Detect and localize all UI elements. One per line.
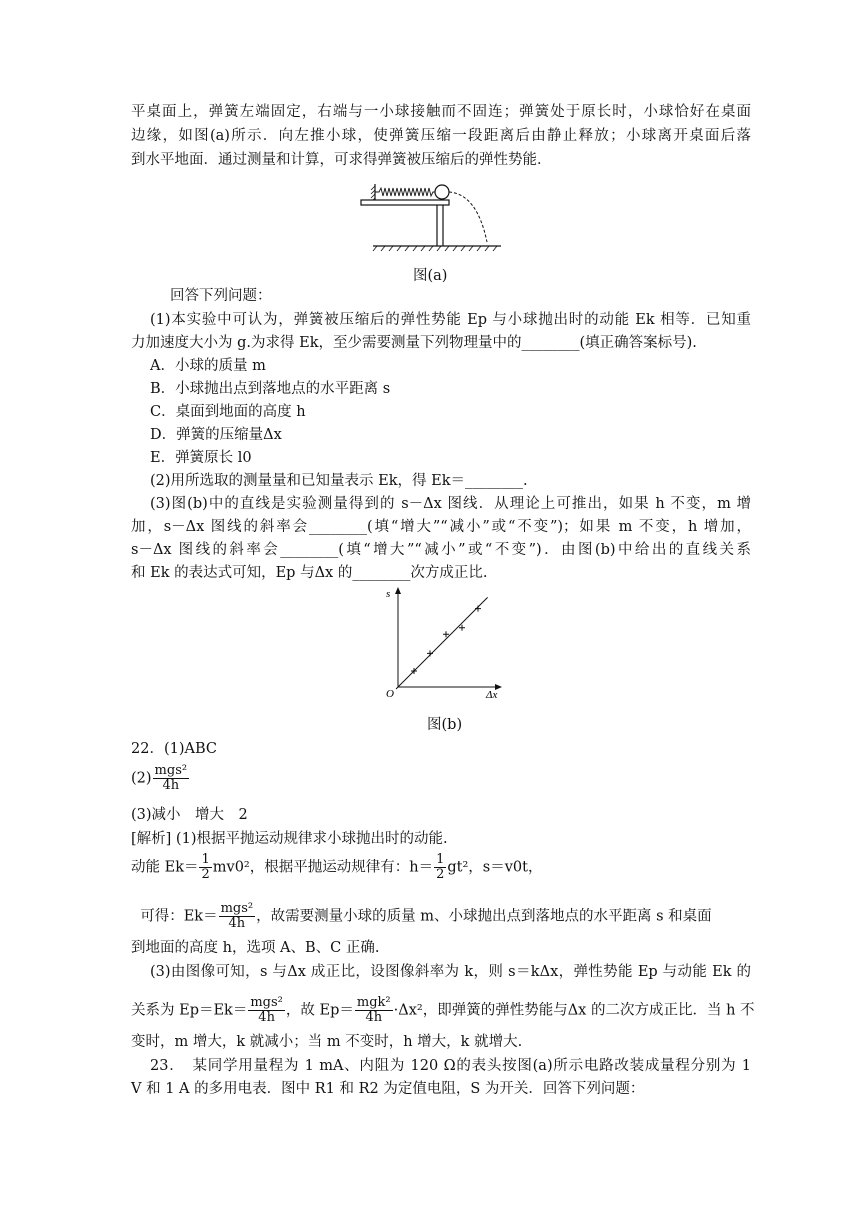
fraction-denominator: 4h bbox=[228, 916, 246, 931]
q23-line-1: 23． 某同学用量程为 1 mA、内阻为 120 Ω的表头按图(a)所示电路改装成量程分别为 1 bbox=[150, 1058, 751, 1074]
analysis-text: ，故 Ep＝ bbox=[285, 1002, 354, 1019]
fit-line bbox=[396, 597, 488, 689]
q1-line-2: 力加速度大小为 g.为求得 Ek，至少需要测量下列物理量中的________(填正确答案标号). bbox=[131, 335, 697, 351]
analysis-line-3 bbox=[131, 902, 751, 931]
analysis-text: mv0²，根据平抛运动规律有：h＝ bbox=[212, 859, 434, 876]
option-a: A．小球的质量 m bbox=[150, 358, 266, 374]
analysis-line-1-text: (1)根据平抛运动规律求小球抛出时的动能. bbox=[171, 831, 448, 847]
analysis-line-2 bbox=[131, 853, 542, 882]
q23-line-2: V 和 1 A 的多用电表．图中 R1 和 R2 为定值电阻，S 为开关．回答下列问题： bbox=[131, 1081, 645, 1097]
fraction-denominator: 4h bbox=[258, 1010, 275, 1025]
q3-line-1: (3)图(b)中的直线是实验测量得到的 s－Δx 图线．从理论上可推出，如果 h 不变，m 增 bbox=[150, 496, 751, 512]
fraction-numerator: mgs² bbox=[220, 901, 254, 916]
ep-fraction bbox=[355, 996, 393, 1025]
analysis-text: 可得：Ek＝ bbox=[140, 908, 218, 925]
intro-line-3: 到水平地面．通过测量和计算，可求得弹簧被压缩后的弹性势能． bbox=[131, 152, 552, 168]
fraction-numerator: mgs² bbox=[154, 763, 188, 778]
option-d: D．弹簧的压缩量Δx bbox=[150, 427, 282, 443]
option-e: E．弹簧原长 l0 bbox=[150, 450, 252, 466]
intro-line-1: 平桌面上，弹簧左端固定，右端与一小球接触而不固连；弹簧处于原长时，小球恰好在桌面 bbox=[131, 104, 751, 120]
figure-b-caption: 图(b) bbox=[427, 717, 463, 733]
fraction-numerator: 1 bbox=[436, 852, 445, 867]
answer-2-fraction bbox=[153, 764, 190, 793]
fraction-denominator: 2 bbox=[436, 867, 445, 882]
analysis-line-5: (3)由图像可知，s 与Δx 成正比，设图像斜率为 k，则 s＝kΔx，弹性势能 Ep 与动能 Ek 的 bbox=[150, 964, 751, 980]
answer-2 bbox=[131, 764, 190, 793]
ek-fraction bbox=[248, 996, 285, 1025]
data-point bbox=[427, 650, 433, 656]
intro-line-2: 边缘，如图(a)所示．向左推小球，使弹簧压缩一段距离后由静止释放；小球离开桌面后落 bbox=[131, 128, 751, 144]
option-b: B．小球抛出点到落地点的水平距离 s bbox=[150, 381, 391, 397]
analysis-text: 关系为 Ep＝Ek＝ bbox=[131, 1002, 248, 1019]
analysis-tag: [解析] bbox=[131, 831, 172, 847]
fraction-denominator: 2 bbox=[201, 867, 210, 882]
answer-3: (3)减小 增大 2 bbox=[131, 807, 248, 823]
q2-text: (2)用所选取的测量量和已知量表示 Ek，得 Ek＝________. bbox=[150, 473, 528, 489]
analysis-text: 动能 Ek＝ bbox=[131, 859, 199, 876]
q3-line-3: s－Δx 图线的斜率会________(填“增大”“减小”或“不变”)．由图(b)中给出的直线关系 bbox=[131, 542, 751, 558]
fraction-denominator: 4h bbox=[365, 1010, 383, 1025]
option-c: C．桌面到地面的高度 h bbox=[150, 404, 306, 420]
q1-line-1: (1)本实验中可认为，弹簧被压缩后的弹性势能 Ep 与小球抛出时的动能 Ek 相等．已知重 bbox=[150, 312, 751, 328]
q3-line-4: 和 Ek 的表达式可知，Ep 与Δx 的________次方成正比. bbox=[131, 565, 488, 581]
analysis-text: ·Δx²，即弹簧的弹性势能与Δx 的二次方成正比．当 h 不 bbox=[393, 1002, 755, 1019]
figure-b-chart bbox=[378, 585, 508, 700]
answer-prompt: 回答下列问题： bbox=[170, 288, 272, 304]
answer-2-prefix: (2) bbox=[131, 770, 152, 787]
y-axis-arrow bbox=[395, 587, 401, 594]
analysis-line-4: 到地面的高度 h，选项 A、B、C 正确. bbox=[131, 940, 380, 956]
figure-a-caption: 图(a) bbox=[413, 268, 448, 284]
half-fraction bbox=[199, 853, 211, 882]
analysis-line-1 bbox=[131, 830, 448, 848]
fraction-numerator: 1 bbox=[201, 852, 210, 867]
analysis-line-7: 变时，m 增大，k 就减小；当 m 不变时，h 增大，k 就增大. bbox=[131, 1034, 523, 1050]
fraction-denominator: 4h bbox=[162, 778, 180, 793]
analysis-text: gt²，s＝v0t， bbox=[447, 859, 543, 876]
data-point bbox=[475, 606, 481, 612]
analysis-line-6 bbox=[131, 996, 755, 1025]
y-axis-label: s bbox=[386, 588, 391, 600]
fraction-numerator: mgk² bbox=[356, 995, 391, 1010]
q3-line-2: 加，s－Δx 图线的斜率会________(填“增大”“减小”或“不变”)；如果 m 不变，h 增加， bbox=[131, 519, 751, 535]
half-fraction bbox=[434, 853, 446, 882]
origin-label: O bbox=[386, 688, 394, 700]
answer-22: 22．(1)ABC bbox=[131, 741, 217, 757]
fraction-numerator: mgs² bbox=[250, 995, 283, 1010]
figure-a-diagram bbox=[355, 180, 505, 260]
analysis-text: ，故需要测量小球的质量 m、小球抛出点到落地点的水平距离 s 和桌面 bbox=[256, 908, 712, 925]
ek-fraction bbox=[219, 902, 256, 931]
x-axis-label: Δx bbox=[486, 689, 498, 700]
